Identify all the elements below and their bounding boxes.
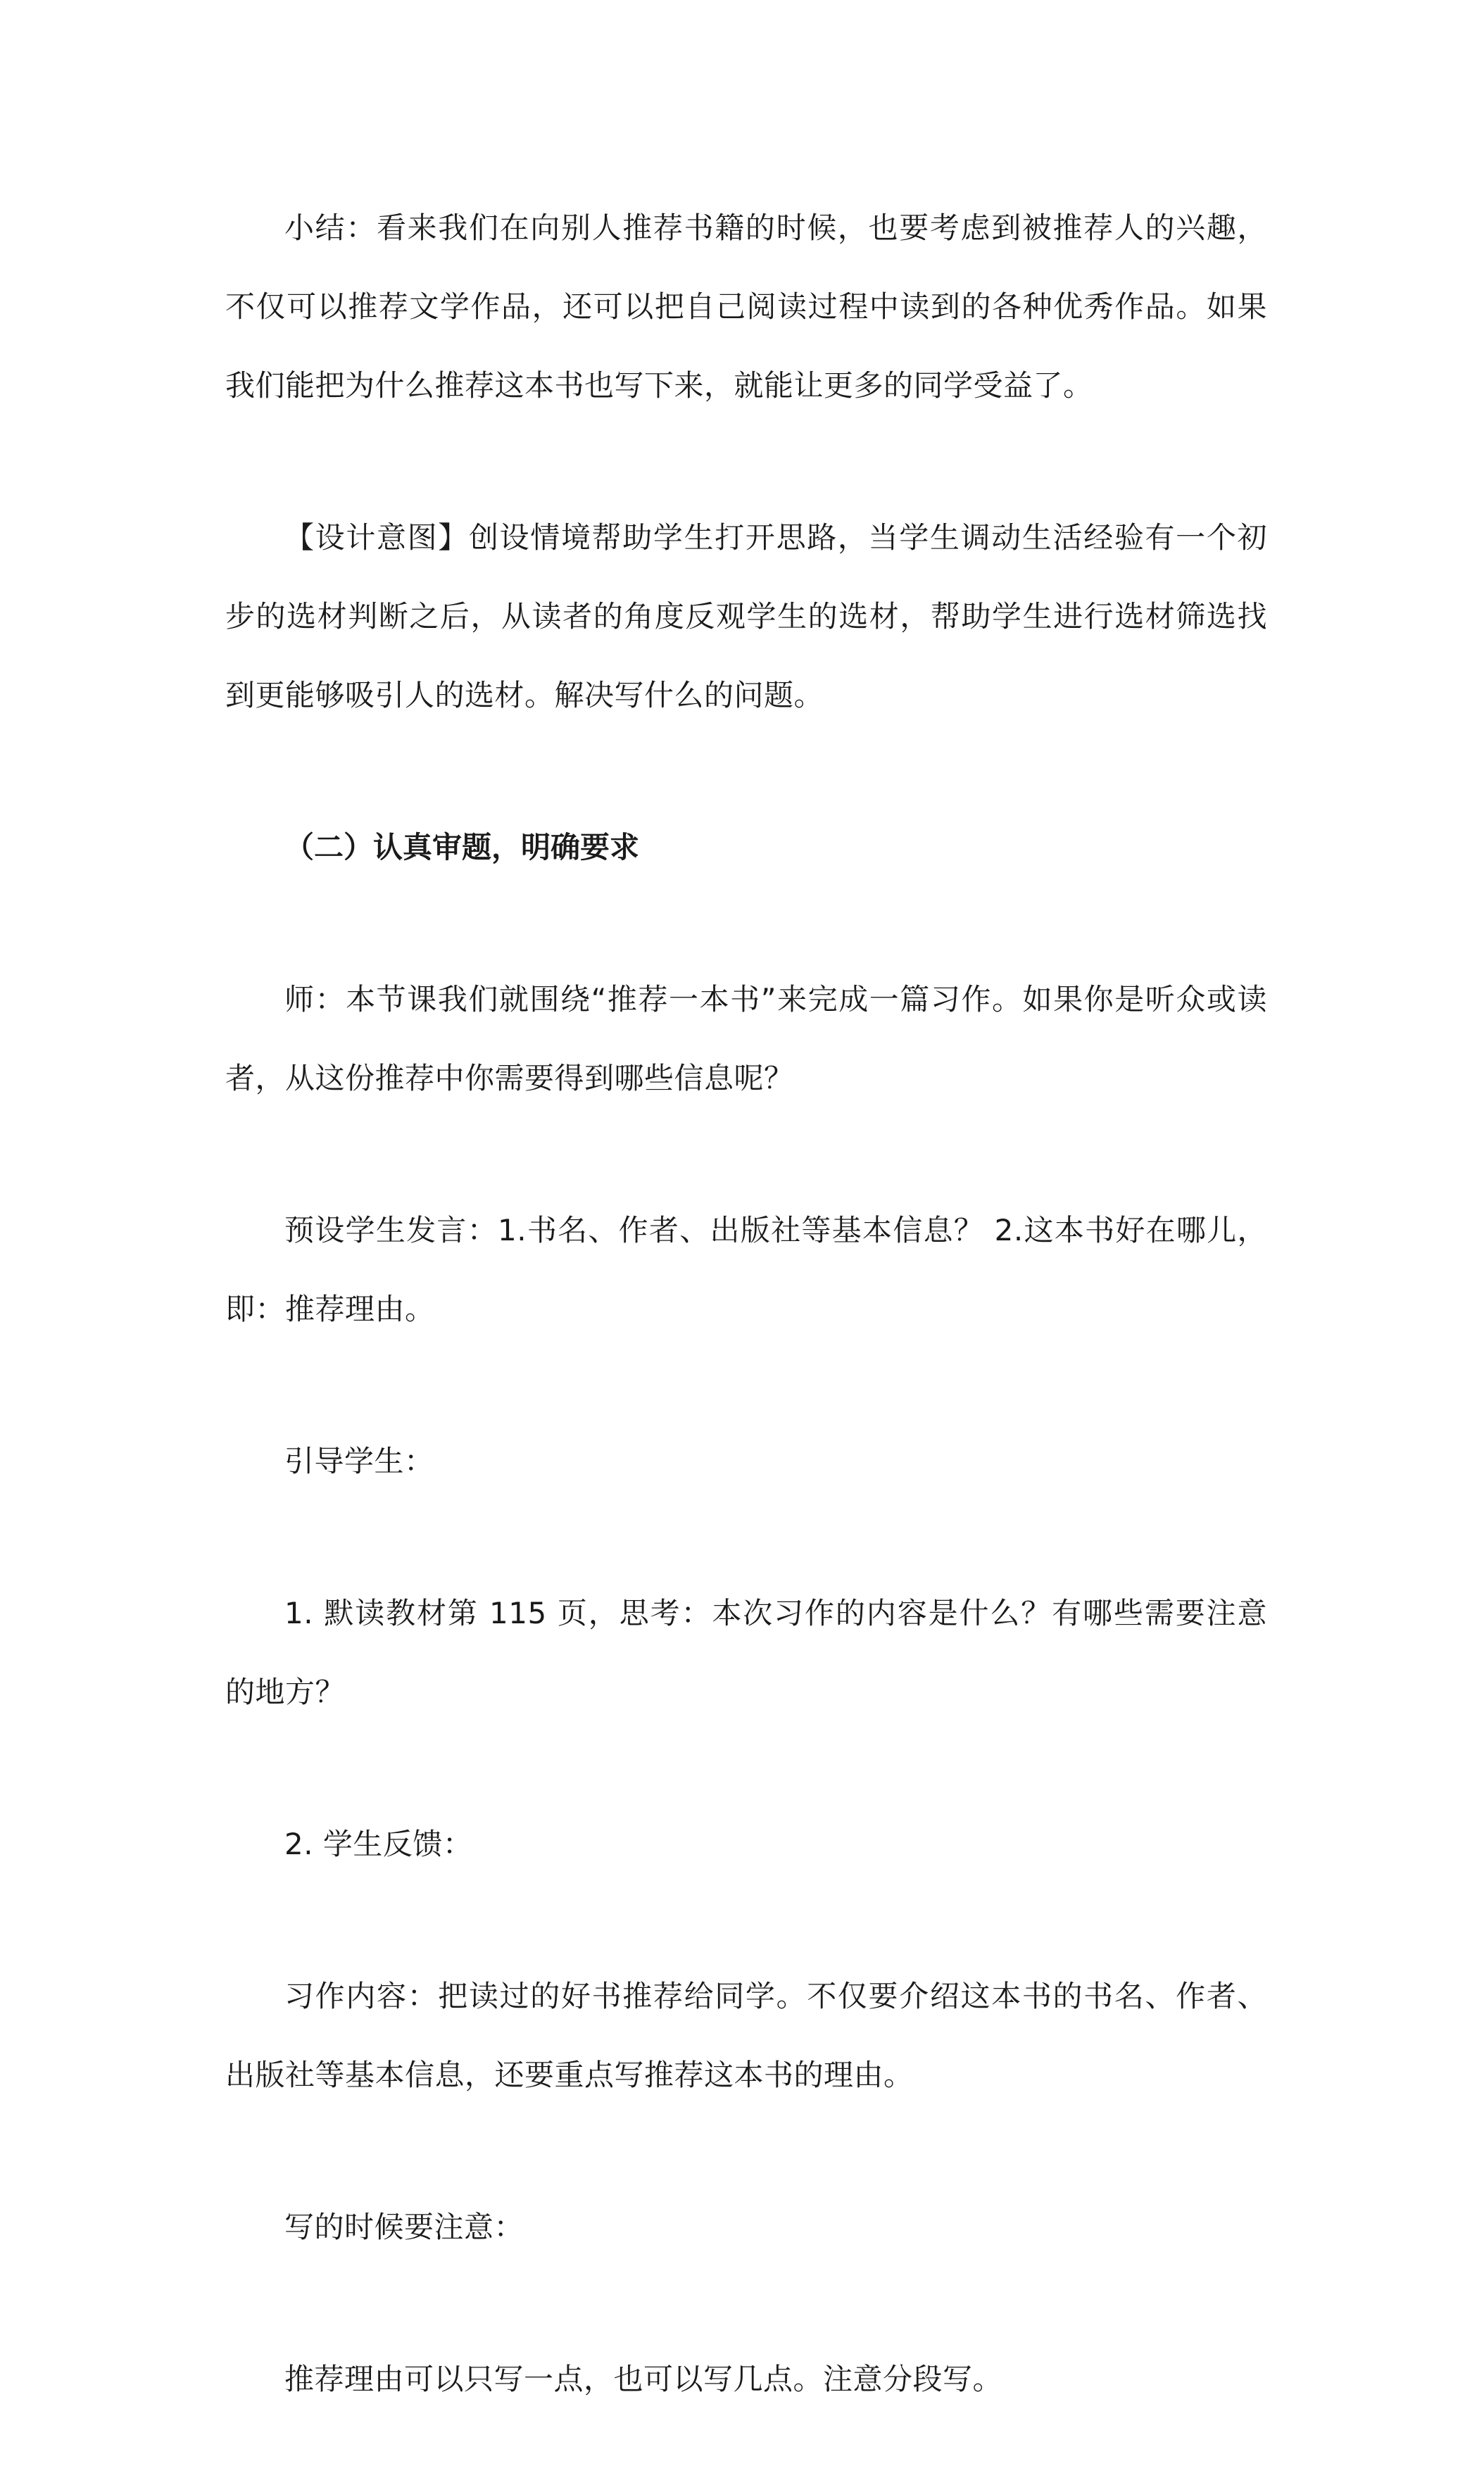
writing-notes-paragraph: 写的时候要注意：: [284, 2210, 524, 2244]
teacher-paragraph: 师：本节课我们就围绕“推荐一本书”来完成一篇习作。如果你是听众或读者，从这份推荐中你需要得到哪些信息呢？: [225, 982, 1267, 1095]
summary-paragraph: 小结：看来我们在向别人推荐书籍的时候，也要考虑到被推荐人的兴趣，不仅可以推荐文学作品，还可以把自己阅读过程中读到的各种优秀作品。如果我们能把为什么推荐这本书也写下来，就能让更多的同学受益了。: [225, 210, 1267, 403]
step-one-paragraph: 1. 默读教材第 115 页，思考：本次习作的内容是什么？有哪些需要注意的地方？: [225, 1596, 1267, 1709]
writing-content-paragraph: 习作内容：把读过的好书推荐给同学。不仅要介绍这本书的书名、作者、出版社等基本信息，还要重点写推荐这本书的理由。: [225, 1979, 1267, 2092]
design-intent-paragraph: 【设计意图】创设情境帮助学生打开思路，当学生调动生活经验有一个初步的选材判断之后，从读者的角度反观学生的选材，帮助学生进行选材筛选找到更能够吸引人的选材。解决写什么的问题。: [225, 520, 1267, 712]
section-heading: （二）认真审题，明确要求: [284, 830, 640, 864]
step-two-paragraph: 2. 学生反馈：: [284, 1827, 473, 1861]
document-body: [225, 189, 1267, 2492]
preset-answer-paragraph: 预设学生发言：1.书名、作者、出版社等基本信息？ 2.这本书好在哪儿，即：推荐理由。: [225, 1213, 1267, 1326]
guide-students-paragraph: 引导学生：: [284, 1444, 434, 1478]
reason-paragraph: 推荐理由可以只写一点，也可以写几点。注意分段写。: [284, 2362, 1003, 2396]
